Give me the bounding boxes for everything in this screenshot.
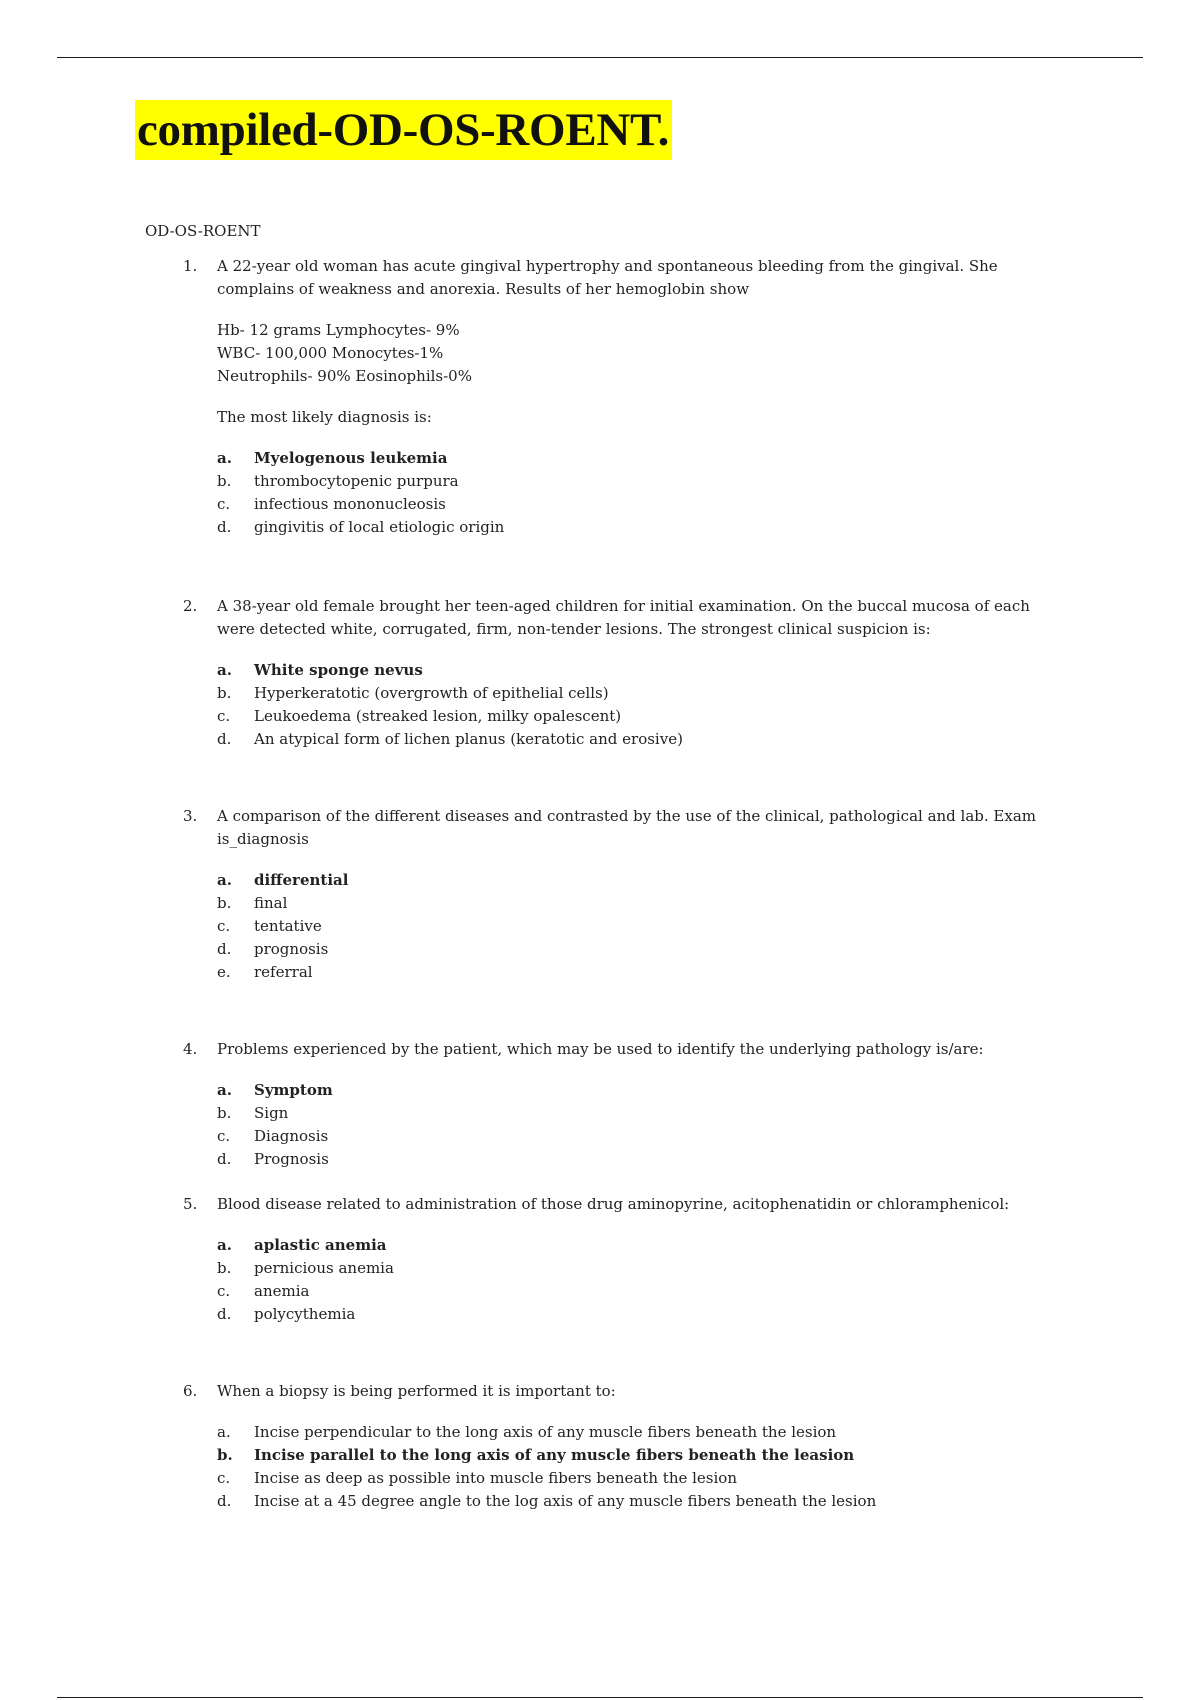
question-5 xyxy=(145,1193,1045,1326)
question-text: Blood disease related to administration of those drug aminopyrine, acitophenatidin or chloramphenicol: xyxy=(217,1195,1010,1213)
answer-option: b. Incise parallel to the long axis of any muscle fibers beneath the leasion xyxy=(217,1446,855,1464)
question-number: 1. xyxy=(183,257,198,275)
question-number: 6. xyxy=(183,1382,198,1400)
answer-option: c. Leukoedema (streaked lesion, milky opalescent) xyxy=(217,707,622,725)
question-text: Problems experienced by the patient, which may be used to identify the underlying pathology is/are: xyxy=(217,1040,984,1058)
page-title: compiled-OD-OS-ROENT. xyxy=(135,100,672,160)
answer-option: a. Symptom xyxy=(217,1081,333,1099)
lab-line: Neutrophils- 90% Eosinophils-0% xyxy=(217,367,472,385)
top-rule xyxy=(57,57,1143,58)
question-4 xyxy=(145,1038,1045,1171)
question-prompt: The most likely diagnosis is: xyxy=(217,408,432,426)
question-6 xyxy=(145,1380,1045,1513)
question-text: A 22-year old woman has acute gingival hypertrophy and spontaneous bleeding from the gingival. She complains of weakness and anorexia. Results of her hemoglobin show xyxy=(217,257,998,298)
question-number: 2. xyxy=(183,597,198,615)
lab-line: WBC- 100,000 Monocytes-1% xyxy=(217,344,444,362)
answer-option: e. referral xyxy=(217,963,313,981)
answer-option: a. Myelogenous leukemia xyxy=(217,449,448,467)
answer-option: b. pernicious anemia xyxy=(217,1259,394,1277)
answer-option: b. final xyxy=(217,894,288,912)
answer-option: d. polycythemia xyxy=(217,1305,356,1323)
answer-option: d. An atypical form of lichen planus (keratotic and erosive) xyxy=(217,730,683,748)
answer-option: b. Hyperkeratotic (overgrowth of epithelial cells) xyxy=(217,684,609,702)
answer-option: c. infectious mononucleosis xyxy=(217,495,446,513)
answer-option: a. White sponge nevus xyxy=(217,661,423,679)
question-3 xyxy=(145,805,1045,984)
answer-option: c. Diagnosis xyxy=(217,1127,329,1145)
answer-options xyxy=(217,869,1045,984)
question-1 xyxy=(145,255,1045,539)
answer-option: b. Sign xyxy=(217,1104,289,1122)
question-number: 5. xyxy=(183,1195,198,1213)
answer-option: d. Incise at a 45 degree angle to the log axis of any muscle fibers beneath the lesion xyxy=(217,1492,877,1510)
answer-options xyxy=(217,447,1045,539)
answer-option: a. differential xyxy=(217,871,349,889)
answer-option: d. Prognosis xyxy=(217,1150,329,1168)
question-text: A comparison of the different diseases and contrasted by the use of the clinical, pathological and lab. Exam is_diagnosis xyxy=(217,807,1037,848)
answer-options xyxy=(217,659,1045,751)
answer-option: b. thrombocytopenic purpura xyxy=(217,472,459,490)
document-body xyxy=(145,220,1045,1513)
answer-option: a. Incise perpendicular to the long axis of any muscle fibers beneath the lesion xyxy=(217,1423,837,1441)
answer-options xyxy=(217,1421,1045,1513)
answer-option: c. anemia xyxy=(217,1282,310,1300)
answer-option: d. gingivitis of local etiologic origin xyxy=(217,518,505,536)
question-number: 4. xyxy=(183,1040,198,1058)
answer-option: d. prognosis xyxy=(217,940,329,958)
answer-options xyxy=(217,1234,1045,1326)
answer-option: c. tentative xyxy=(217,917,322,935)
question-text: A 38-year old female brought her teen-aged children for initial examination. On the buccal mucosa of each were detected white, corrugated, firm, non-tender lesions. The strongest clinical suspicion is: xyxy=(217,597,1030,638)
bottom-rule xyxy=(57,1697,1143,1698)
answer-options xyxy=(217,1079,1045,1171)
section-label: OD-OS-ROENT xyxy=(145,222,261,240)
answer-option: c. Incise as deep as possible into muscle fibers beneath the lesion xyxy=(217,1469,737,1487)
question-text: When a biopsy is being performed it is important to: xyxy=(217,1382,616,1400)
lab-line: Hb- 12 grams Lymphocytes- 9% xyxy=(217,321,460,339)
answer-option: a. aplastic anemia xyxy=(217,1236,387,1254)
question-number: 3. xyxy=(183,807,198,825)
question-2 xyxy=(145,595,1045,751)
